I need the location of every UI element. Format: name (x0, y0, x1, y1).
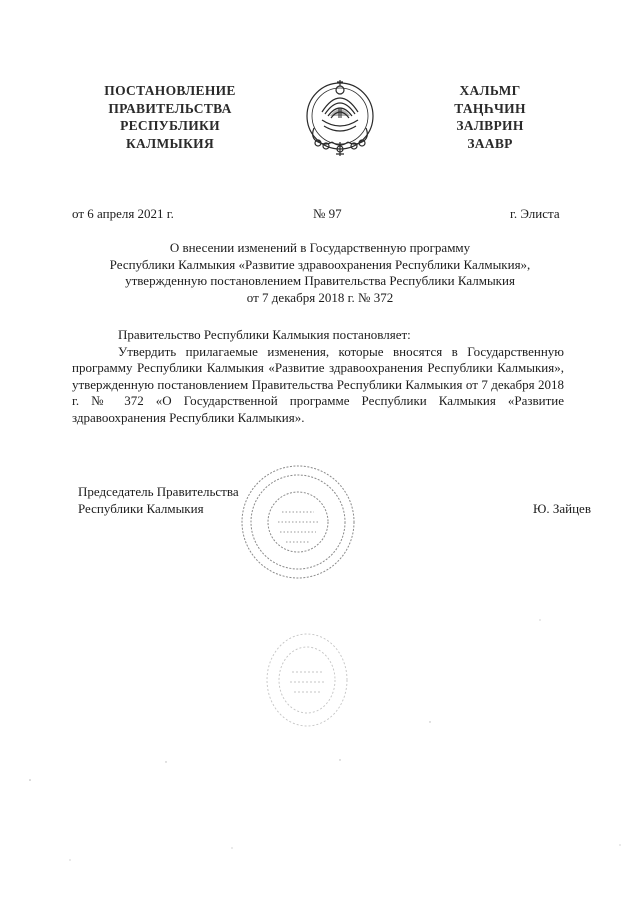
document-city: г. Элиста (510, 206, 560, 221)
body-paragraph: Утвердить прилагаемые изменения, которые вносятся в Государственную программу Республики Калмыкия «Развитие здравоохранения Республики Калмыкия», утвержденную постановлением Правительства Республики Калмыкия от 7 декабря 2018 г. № 372 «О Государственной программе Республики Калмыкия «Развитие здравоохранения Республики Калмыкия». (72, 343, 564, 425)
header-right-line: ТАҢҺЧИН (454, 100, 526, 116)
signature-position-line: Председатель Правительства (78, 484, 239, 499)
header-left-line: РЕСПУБЛИКИ (120, 118, 220, 133)
header-right-line: ХАЛЬМГ (459, 83, 521, 98)
title-line: утвержденную постановлением Правительства Республики Калмыкия (125, 273, 515, 288)
header-left-line: ПРАВИТЕЛЬСТВА (108, 100, 232, 116)
signature-name: Ю. Зайцев (533, 501, 591, 516)
header-right-line: ЗААВР (467, 135, 513, 151)
header-left-line: КАЛМЫКИЯ (125, 135, 215, 151)
document-date: от 6 апреля 2021 г. (72, 206, 174, 221)
signature-position-line: Республики Калмыкия (78, 501, 204, 516)
title-line: Республики Калмыкия «Развитие здравоохранения Республики Калмыкия», (109, 256, 531, 272)
title-line: О внесении изменений в Государственную программу (169, 240, 471, 255)
header-left-line: ПОСТАНОВЛЕНИЕ (104, 83, 236, 98)
title-line: от 7 декабря 2018 г. № 372 (246, 289, 394, 305)
header-right-line: ЗАЛВРИН (456, 118, 524, 133)
body-intro: Правительство Республики Калмыкия постановляет: (118, 327, 411, 342)
document-number: № 97 (313, 206, 342, 221)
